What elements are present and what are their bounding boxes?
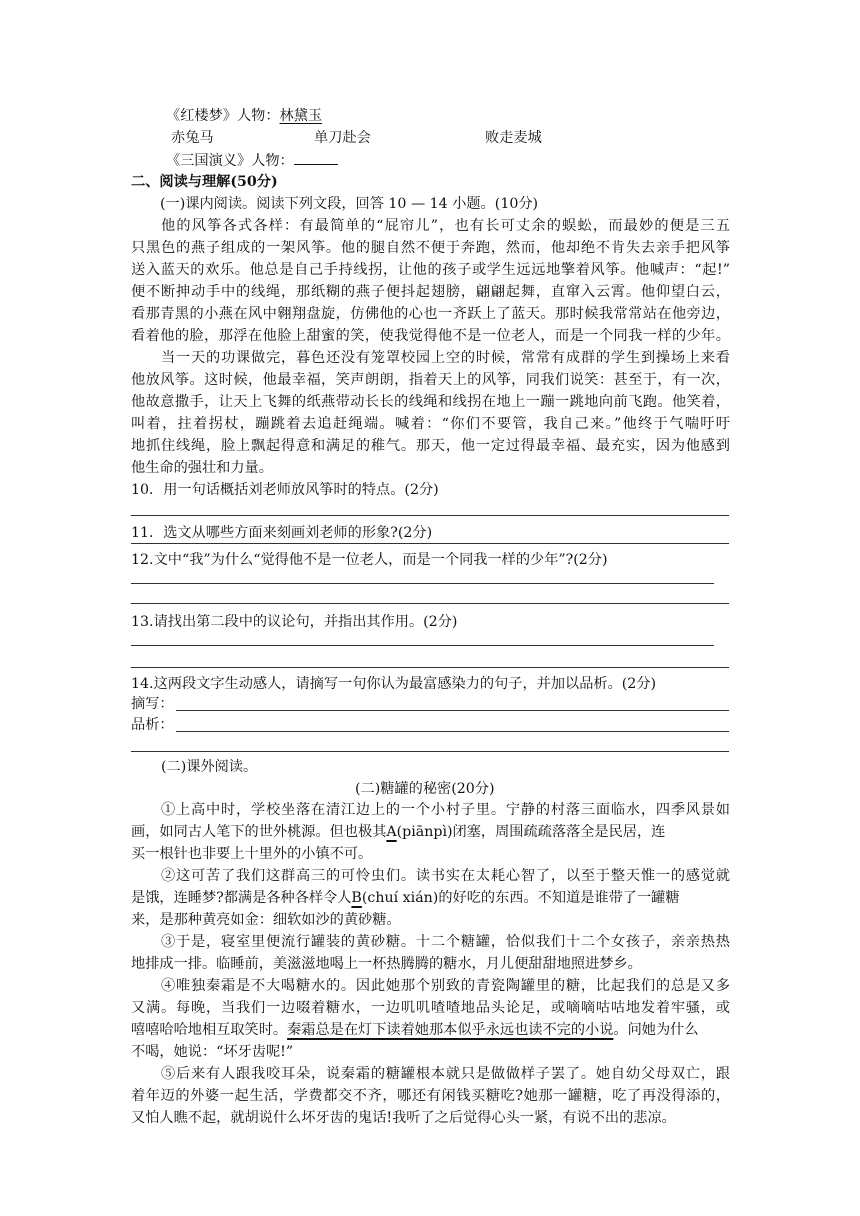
section2-heading: 二、阅读与理解(50分) <box>131 174 278 190</box>
question-13: 13.请找出第二段中的议论句，并指出其作用。(2分) <box>131 614 458 630</box>
story-line: 不喝，她说：“坏牙齿呢!” <box>131 1044 294 1060</box>
story-line: ②这可苦了我们这群高三的可怜虫们。读书实在太耗心智了，以至于整天惟一的感觉就 <box>161 868 730 884</box>
passage2-line: 当一天的功课做完，暮色还没有笼罩校园上空的时候，常常有成群的学生到操场上来看 <box>161 350 730 366</box>
passage1-line: 他的风筝各式各样：有最简单的“屁帘儿”，也有长可丈余的蜈蚣，而最妙的便是三五 <box>161 218 730 234</box>
answer-line-q10[interactable] <box>131 515 729 516</box>
passage1-line: 看着他的脸，那浮在他脸上甜蜜的笑，使我觉得他不是一位老人，而是一个同我一样的少年。 <box>131 328 730 344</box>
sanguo-label: 《三国演义》人物： <box>166 153 294 169</box>
answer-line-q14-copy[interactable] <box>176 710 729 711</box>
hongloumeng-label: 《红楼梦》人物： <box>166 108 280 124</box>
passage1-line: 只黑色的燕子组成的一架风筝。他的腿自然不便于奔跑，然而，他却绝不肯失去亲手把风筝 <box>131 240 730 256</box>
hongloumeng-answer: 林黛玉 <box>279 108 323 124</box>
story-line: ④唯独秦霜是不大喝糖水的。因此她那个别致的青瓷陶罐里的糖，比起我们的总是又多 <box>161 978 730 994</box>
question-11: 11．选文从哪些方面来刻画刘老师的形象?(2分) <box>131 525 433 541</box>
passage2-line: 他生命的强壮和力量。 <box>131 460 273 476</box>
story-line: 又怕人瞧不起，就胡说什么坏牙齿的鬼话!我听了之后觉得心头一紧，有说不出的悲凉。 <box>131 1110 676 1126</box>
answer-line-q12[interactable] <box>131 583 714 584</box>
story-line: ①上高中时，学校坐落在清江边上的一个小村子里。宁静的村落三面临水，四季风景如 <box>161 802 730 818</box>
answer-line-q12[interactable] <box>131 603 729 604</box>
underlined-sentence: 秦霜总是在灯下读着她那本似乎永远也读不完的小说 <box>287 1022 614 1038</box>
answer-line-q13[interactable] <box>131 667 729 668</box>
passage2-line: 叫着，拄着拐杖，蹦跳着去追赶绳端。喊着：“你们不要管，我自己来。”他终于气喘吁吁 <box>131 416 730 432</box>
story-line-with-underline <box>131 1020 699 1040</box>
question-10: 10．用一句话概括刘老师放风筝时的特点。(2分) <box>131 482 439 498</box>
passage2-line: 他放风筝。这时候，他最幸福，笑声朗朗，指着天上的风筝，同我们说笑：甚至于，有一次， <box>131 372 730 388</box>
story-line: ⑤后来有人跟我咬耳朵，说秦霜的糖罐根本就只是做做样子罢了。她自幼父母双亡，跟 <box>161 1066 730 1082</box>
part2-intro: (二)课外阅读。 <box>161 759 258 775</box>
passage1-line: 看那青黑的小燕在风中翱翔盘旋，仿佛他的心也一齐跃上了蓝天。那时候我常常站在他旁边， <box>131 306 730 322</box>
q14-analysis-label: 品析： <box>131 717 174 733</box>
sanguo-line <box>166 150 338 171</box>
passage2-line: 地抓住线绳，脸上飘起得意和满足的稚气。那天，他一定过得最幸福、最充实，因为他感到 <box>131 438 730 454</box>
story-line: 地排成一排。临睡前，美滋滋地喝上一杯热腾腾的糖水，月儿便甜甜地照进梦乡。 <box>131 956 642 972</box>
story-line-with-mark <box>131 822 665 842</box>
story-line-with-mark <box>131 888 680 908</box>
story-text: (chuí xián)的好吃的东西。不知道是谁带了一罐糖 <box>361 890 680 906</box>
blank-mark-a: A <box>386 824 397 840</box>
story-text: 。问她为什么 <box>613 1022 699 1038</box>
passage1-line: 便不断抻动手中的线绳，那纸糊的燕子便抖起翅膀，翩翩起舞，直窜入云霄。他仰望白云， <box>131 284 730 300</box>
story-line: 着年迈的外婆一起生活，学费都交不齐，哪还有闲钱买糖吃?她那一罐糖，吃了再没得添的， <box>131 1088 730 1104</box>
story-line: 又满。每晚，当我们一边啜着糖水，一边叽叽喳喳地品头论足，或嘀嘀咕咕地发着牢骚，或 <box>131 1000 730 1016</box>
story-text: 嘻嘻哈哈地相互取笑时。 <box>131 1022 288 1038</box>
blank-mark-b: B <box>351 890 362 906</box>
sanguo-answer-blank[interactable] <box>294 150 338 165</box>
story-line: ③于是，寝室里便流行罐装的黄砂糖。十二个糖罐，恰似我们十二个女孩子，亲亲热热 <box>161 934 730 950</box>
story-title: (二)糖罐的秘密(20分) <box>355 781 495 797</box>
answer-line-q11[interactable] <box>131 543 729 544</box>
part1-intro: (一)课内阅读。阅读下列文段，回答 10 — 14 小题。(10分) <box>160 196 539 212</box>
q14-copy-label: 摘写： <box>131 696 174 712</box>
answer-line-q14-analysis[interactable] <box>176 731 729 732</box>
story-text: 是饿，连睡梦?都满是各种各样令人 <box>131 890 352 906</box>
story-text: 画，如同古人笔下的世外桃源。但也极其 <box>131 824 387 840</box>
question-12: 12.文中“我”为什么“觉得他不是一位老人，而是一个同我一样的少年”?(2分) <box>131 552 608 568</box>
answer-line-q13[interactable] <box>131 645 714 646</box>
hongloumeng-line <box>166 106 322 126</box>
story-text: (piānpì)闭塞，周围疏疏落落全是民居，连 <box>396 824 666 840</box>
story-line: 买一根针也非要上十里外的小镇不可。 <box>131 846 373 862</box>
passage1-line: 送入蓝天的欢乐。他总是自己手持线拐，让他的孩子或学生远远地擎着风筝。他喊声：“起!” <box>131 262 730 278</box>
answer-line-q14-analysis[interactable] <box>131 751 729 752</box>
clue-2: 单刀赴会 <box>314 130 371 146</box>
clue-1: 赤兔马 <box>171 130 214 146</box>
passage2-line: 他故意撒手，让天上飞舞的纸燕带动长长的线绳和线拐在地上一蹦一跳地向前飞跑。他笑着， <box>131 394 730 410</box>
question-14: 14.这两段文字生动感人，请摘写一句你认为最富感染力的句子，并加以品析。(2分) <box>131 676 657 692</box>
clue-3: 败走麦城 <box>485 130 542 146</box>
story-line: 来，是那种黄亮如金：细软如沙的黄砂糖。 <box>131 912 401 928</box>
